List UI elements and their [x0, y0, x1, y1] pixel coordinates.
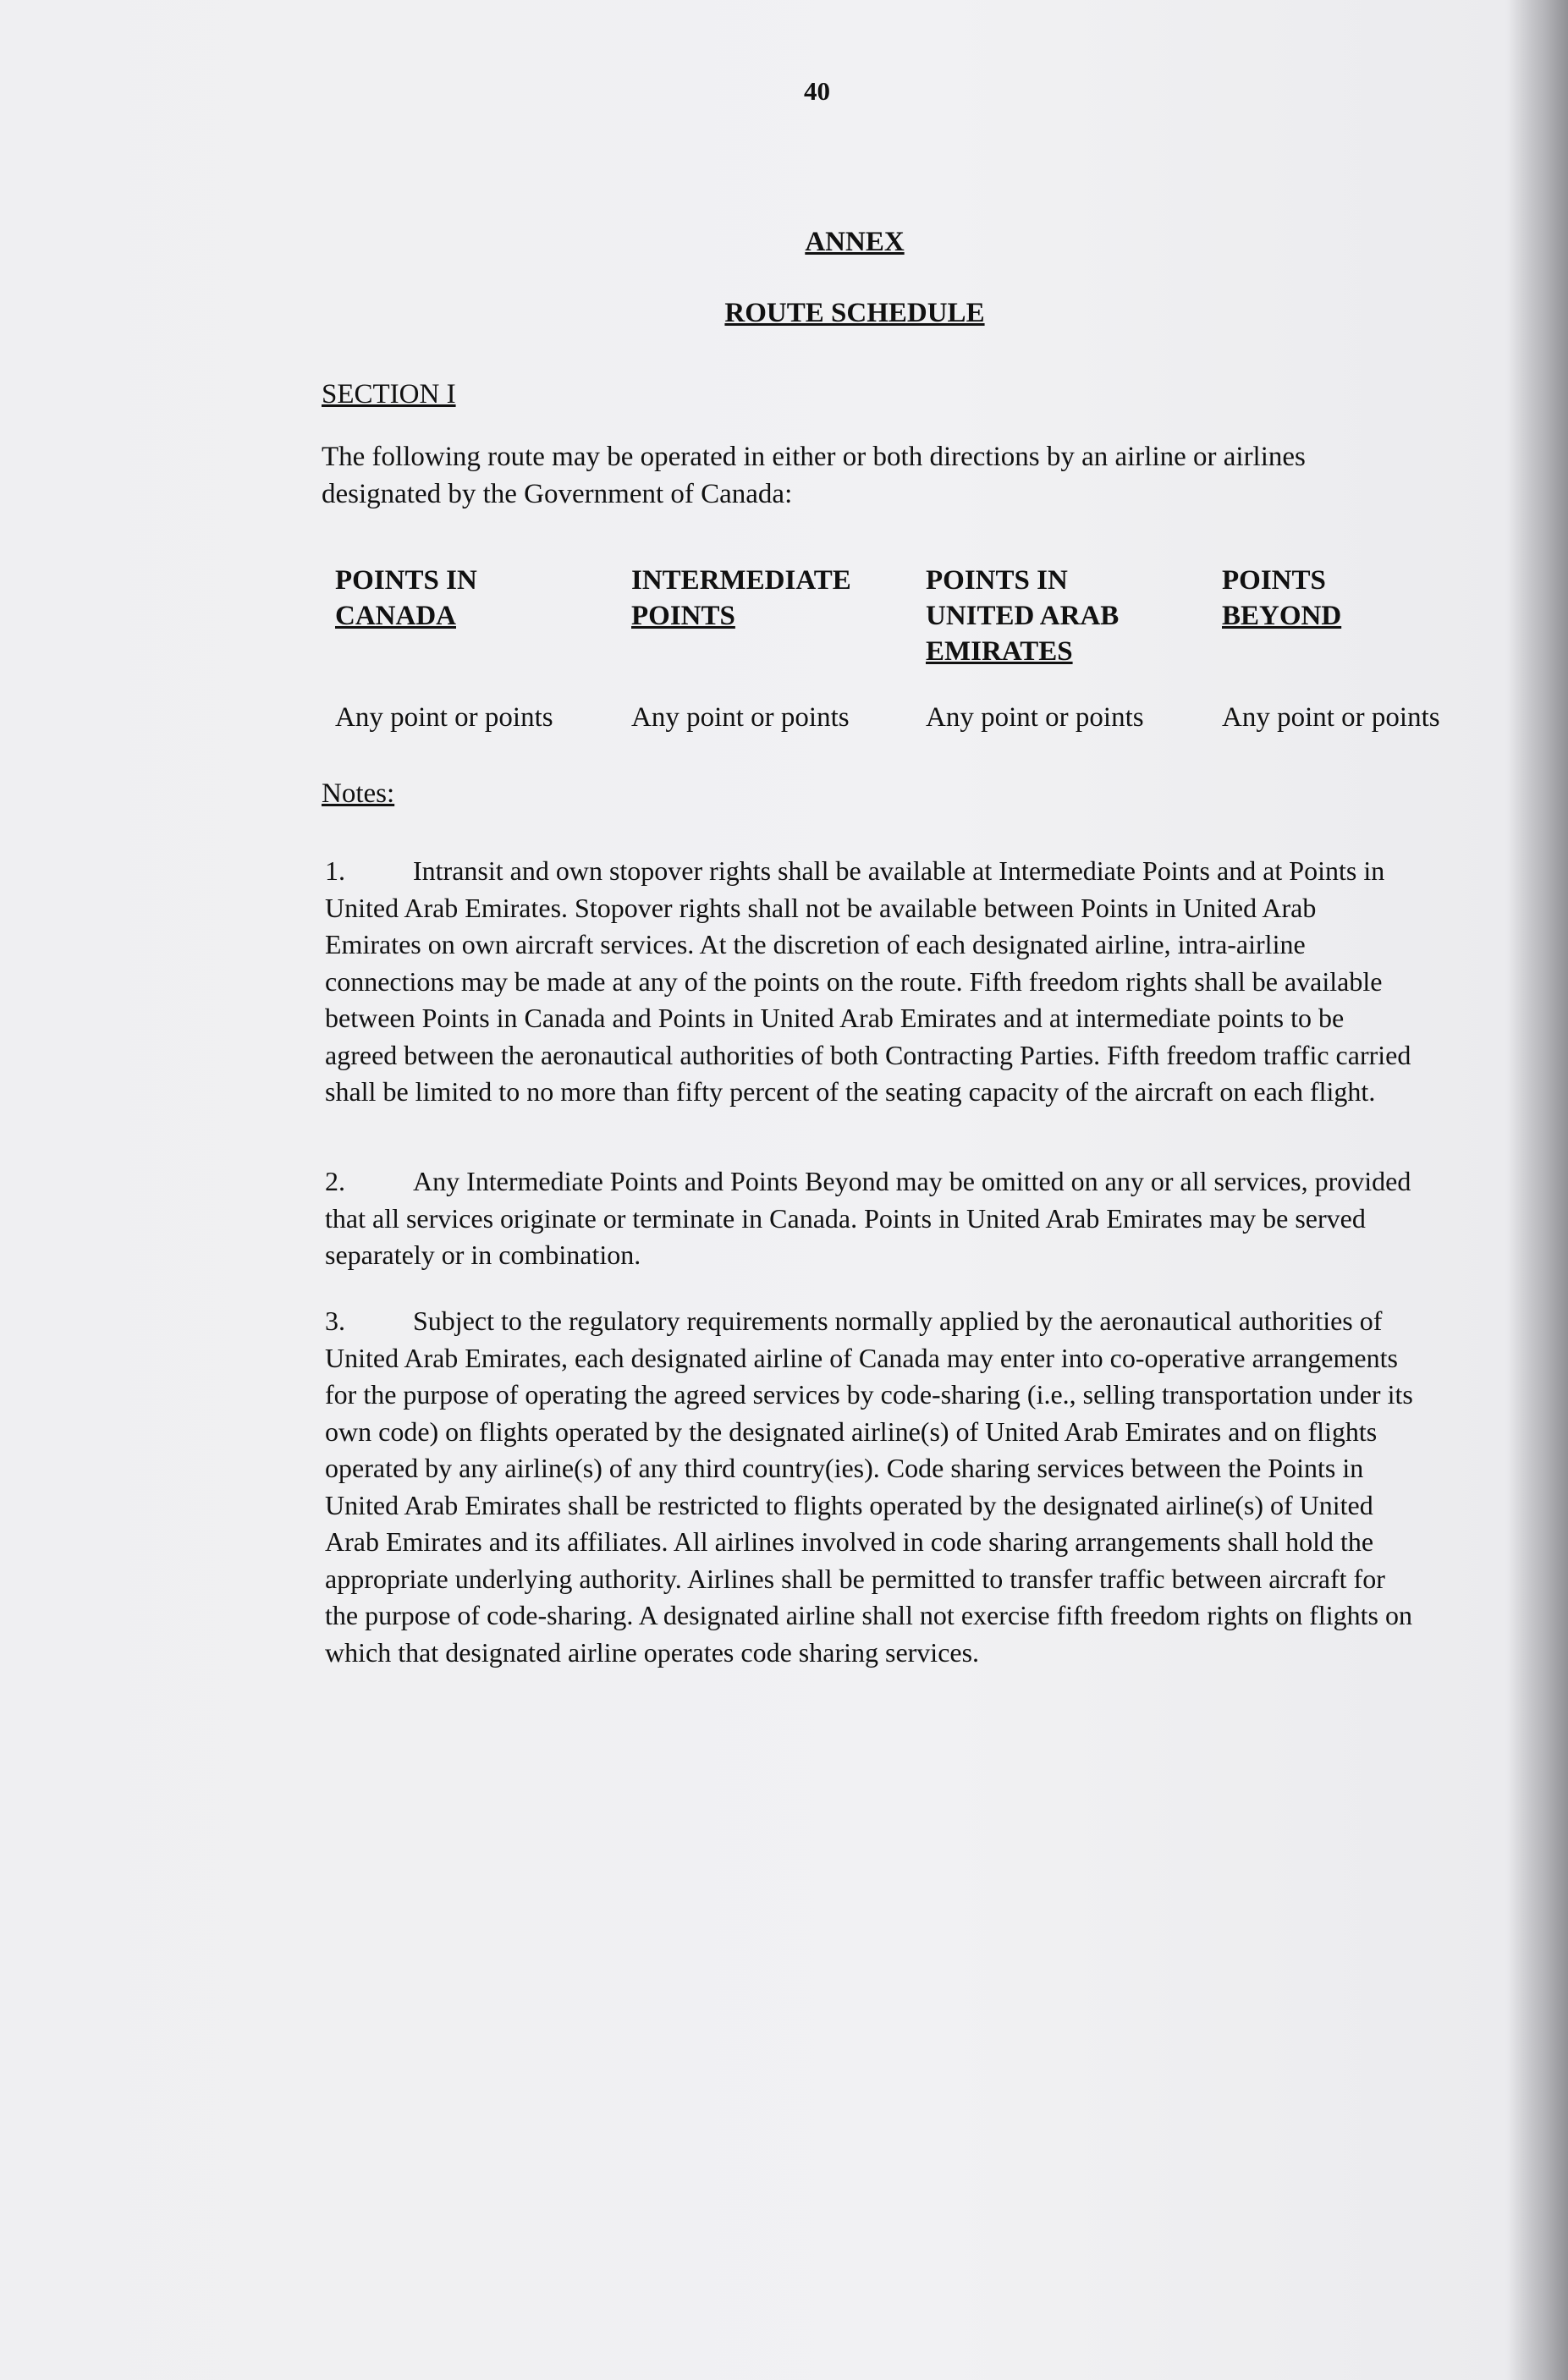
heading-line: POINTS	[631, 601, 735, 631]
note-number: 2.	[325, 1166, 345, 1196]
heading-line: POINTS IN	[926, 565, 1068, 596]
heading-line: UNITED ARAB	[926, 601, 1120, 631]
table-cell-points-in-uae: Any point or points	[926, 702, 1144, 733]
note-number: 3.	[325, 1305, 345, 1336]
table-cell-points-beyond: Any point or points	[1222, 702, 1440, 733]
note-number: 1.	[325, 855, 345, 886]
note-text: Subject to the regulatory requirements normally applied by the aeronautical authorities of United Arab Emirates, each designated airline of Canada may enter into co-operative arrangements for the purpose of operating the agreed services by code-sharing (i.e., selling transportation under its own code) on flights operated by the designated airline(s) of United Arab Emirates and on flights operated by any airline(s) of any third country(ies). Code sharing services between the Points in United Arab Emirates shall be restricted to flights operated by the designated airline(s) of United Arab Emirates and its affiliates. All airlines involved in code sharing arrangements shall hold the appropriate underlying authority. Airlines shall be permitted to transfer traffic between aircraft for the purpose of code-sharing. A designated airline shall not exercise fifth freedom rights on flights on which that designated airline operates code sharing services.	[325, 1305, 1413, 1668]
notes-title: Notes:	[322, 778, 395, 809]
intro-paragraph: The following route may be operated in either or both directions by an airline or airlines designated by the Government of Canada:	[322, 442, 1306, 509]
heading-line: CANADA	[335, 601, 456, 631]
route-schedule-title: ROUTE SCHEDULE	[724, 298, 985, 328]
column-heading-points-beyond	[1222, 563, 1510, 634]
page-edge-shadow	[1509, 0, 1568, 2380]
heading-line: POINTS	[1222, 565, 1326, 596]
annex-title: ANNEX	[805, 227, 905, 257]
page-number: 40	[804, 76, 830, 106]
column-heading-intermediate-points	[631, 563, 919, 634]
heading-line: POINTS IN	[335, 565, 477, 596]
column-heading-points-in-uae	[926, 563, 1213, 669]
heading-line: EMIRATES	[926, 636, 1073, 667]
note-3	[325, 1303, 1417, 1671]
heading-line: BEYOND	[1222, 601, 1342, 631]
note-2	[325, 1163, 1417, 1274]
column-heading-points-in-canada	[335, 563, 623, 634]
show-through-artifact	[575, 188, 1269, 213]
note-text: Intransit and own stopover rights shall be available at Intermediate Points and at Points in United Arab Emirates. Stopover rights shall not be available between Points in United Arab Emirates on own aircraft services. At the discretion of each designated airline, intra-airline connections may be made at any of the points on the route. Fifth freedom rights shall be available between Points in Canada and Points in United Arab Emirates and at intermediate points to be agreed between the aeronautical authorities of both Contracting Parties. Fifth freedom traffic carried shall be limited to no more than fifty percent of the seating capacity of the aircraft on each flight.	[325, 855, 1411, 1107]
section-title: SECTION I	[322, 379, 456, 409]
table-cell-points-in-canada: Any point or points	[335, 702, 553, 733]
note-text: Any Intermediate Points and Points Beyond may be omitted on any or all services, provided that all services originate or terminate in Canada. Points in United Arab Emirates may be served separately or in combination.	[325, 1166, 1411, 1270]
table-cell-intermediate-points: Any point or points	[631, 702, 850, 733]
note-1	[325, 853, 1417, 1111]
heading-line: INTERMEDIATE	[631, 565, 851, 596]
